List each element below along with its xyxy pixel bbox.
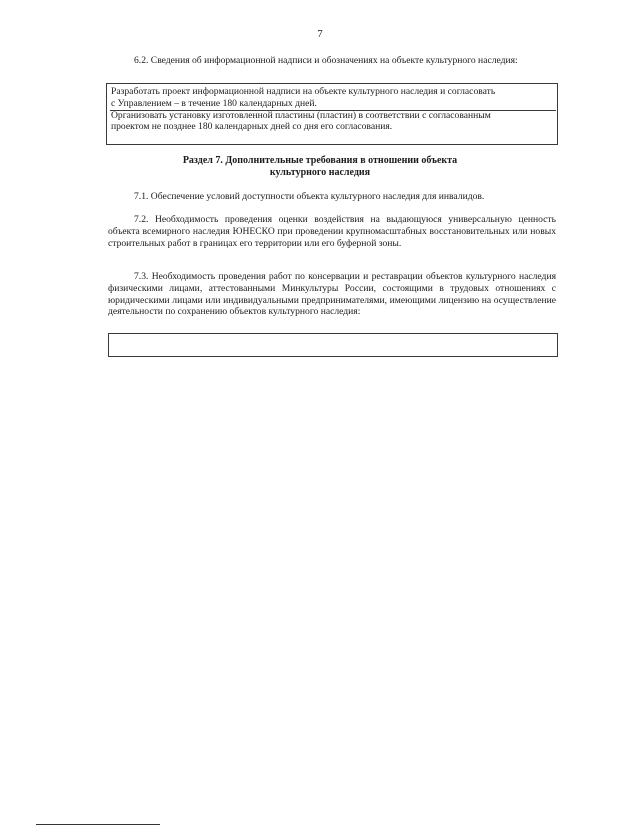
box-line-4: проектом не позднее 180 календарных дней со дня его согласования. [111,121,393,133]
section-7-heading-line-2: культурного наследия [269,167,371,178]
item-7-2-text: 7.2. Необходимость проведения оценки воздействия на выдающуюся универсальную ценность объекта всемирного наследия ЮНЕСКО при проведении крупномасштабных восстановительных или новых строительных работ в границах его территории или его буферной зоны. [108,214,556,249]
box-line-3: Организовать установку изготовленной пластины (пластин) в соответствии с согласованным [111,109,491,121]
section-7-heading-line-1: Раздел 7. Дополнительные требования в отношении объекта [182,155,458,166]
item-7-1-text: 7.1. Обеспечение условий доступности объекта культурного наследия для инвалидов. [134,191,485,202]
section-7-heading [100,155,540,179]
box-line-1: Разработать проект информационной надписи на объекте культурного наследия и согласовать [111,86,496,97]
box-line-2: с Управлением – в течение 180 календарных дней. [111,97,317,109]
item-7-3-box [108,333,558,357]
item-6-2-text: 6.2. Сведения об информационной надписи и обозначениях на объекте культурного наследия: [134,55,518,66]
item-7-3-text: 7.3. Необходимость проведения работ по консервации и реставрации объектов культурного наследия физическими лицами, аттестованными Минкультуры России, состоящими в трудовых отношениях с юридическими лицами или индивидуальными предпринимателями, имеющими лицензию на осуществление деятельности по сохранению объектов культурного наследия: [108,271,556,318]
information-sign-box [106,83,558,145]
footer-rule [36,824,160,825]
page-number: 7 [317,28,323,40]
box-row-divider [110,110,556,111]
